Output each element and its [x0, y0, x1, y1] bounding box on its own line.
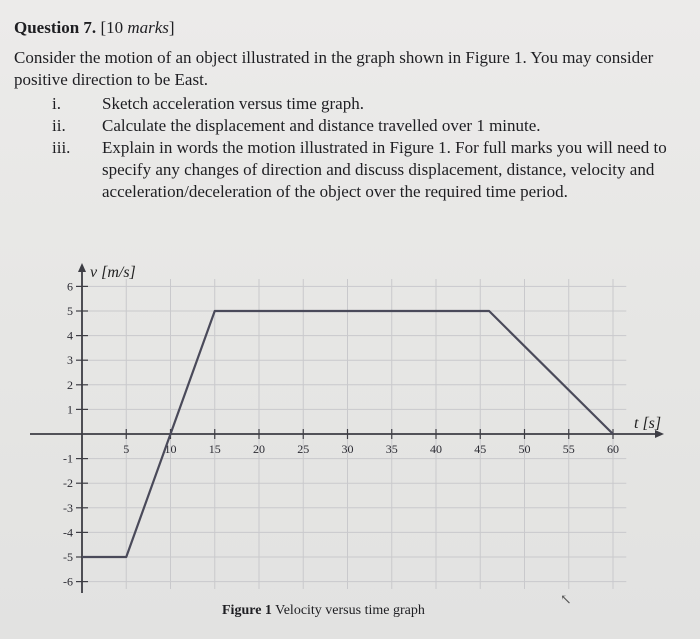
x-tick-label: 30 — [341, 442, 354, 456]
question-item — [52, 115, 682, 137]
velocity-time-chart — [0, 255, 700, 605]
y-tick-label: 5 — [67, 304, 73, 318]
question-intro: Consider the motion of an object illustrated in the graph shown in Figure 1. You may consider positive direction to be East. — [14, 48, 654, 89]
x-tick-label: 25 — [297, 442, 310, 456]
question-items — [52, 93, 682, 203]
x-tick-label: 15 — [208, 442, 221, 456]
figure-caption — [222, 603, 425, 619]
y-tick-label: -2 — [63, 476, 73, 491]
caption-label: Figure 1 — [222, 603, 272, 618]
question-item — [52, 137, 682, 203]
y-tick-label: -6 — [63, 574, 73, 589]
item-number: i. — [52, 94, 61, 113]
y-tick-label: -1 — [63, 451, 73, 466]
question-item — [52, 93, 682, 115]
y-tick-label: -3 — [63, 500, 73, 515]
x-tick-label: 55 — [562, 442, 575, 456]
y-tick-label: 3 — [67, 353, 73, 368]
y-tick-label: -4 — [63, 525, 73, 540]
x-tick-label: 20 — [253, 442, 265, 456]
y-axis-label: v [m/s] — [90, 264, 136, 281]
x-axis-label: t [s] — [634, 415, 662, 432]
marks-open: [10 — [100, 18, 128, 37]
item-text: Calculate the displacement and distance travelled over 1 minute. — [102, 116, 541, 135]
item-text: Sketch acceleration versus time graph. — [102, 94, 364, 113]
x-tick-label: 5 — [123, 442, 130, 456]
item-number: iii. — [52, 138, 71, 157]
x-tick-label: 10 — [164, 442, 177, 456]
y-axis-arrowhead — [78, 263, 86, 272]
item-text: Explain in words the motion illustrated in Figure 1. For full marks you will need to specify any changes of direction and discuss displacement, distance, velocity and acceleration/deceleration of the object over the required time period. — [102, 138, 667, 201]
x-tick-label: 40 — [430, 442, 442, 456]
x-tick-label: 35 — [385, 442, 398, 456]
cursor-icon: ↖ — [560, 593, 572, 608]
marks-close: ] — [168, 18, 175, 37]
x-tick-label: 50 — [518, 442, 531, 456]
y-tick-label: 6 — [67, 279, 73, 294]
y-tick-label: 1 — [67, 402, 73, 417]
caption-text: Velocity versus time graph — [271, 603, 425, 618]
item-number: ii. — [52, 116, 66, 135]
marks-word: marks — [127, 18, 169, 37]
question-title: Question 7. — [14, 18, 97, 37]
question-heading — [14, 18, 175, 38]
x-tick-label: 60 — [607, 442, 619, 456]
y-tick-label: 2 — [67, 377, 73, 392]
y-tick-label: 4 — [67, 328, 73, 343]
x-tick-label: 45 — [474, 442, 487, 456]
y-tick-label: -5 — [63, 550, 73, 564]
